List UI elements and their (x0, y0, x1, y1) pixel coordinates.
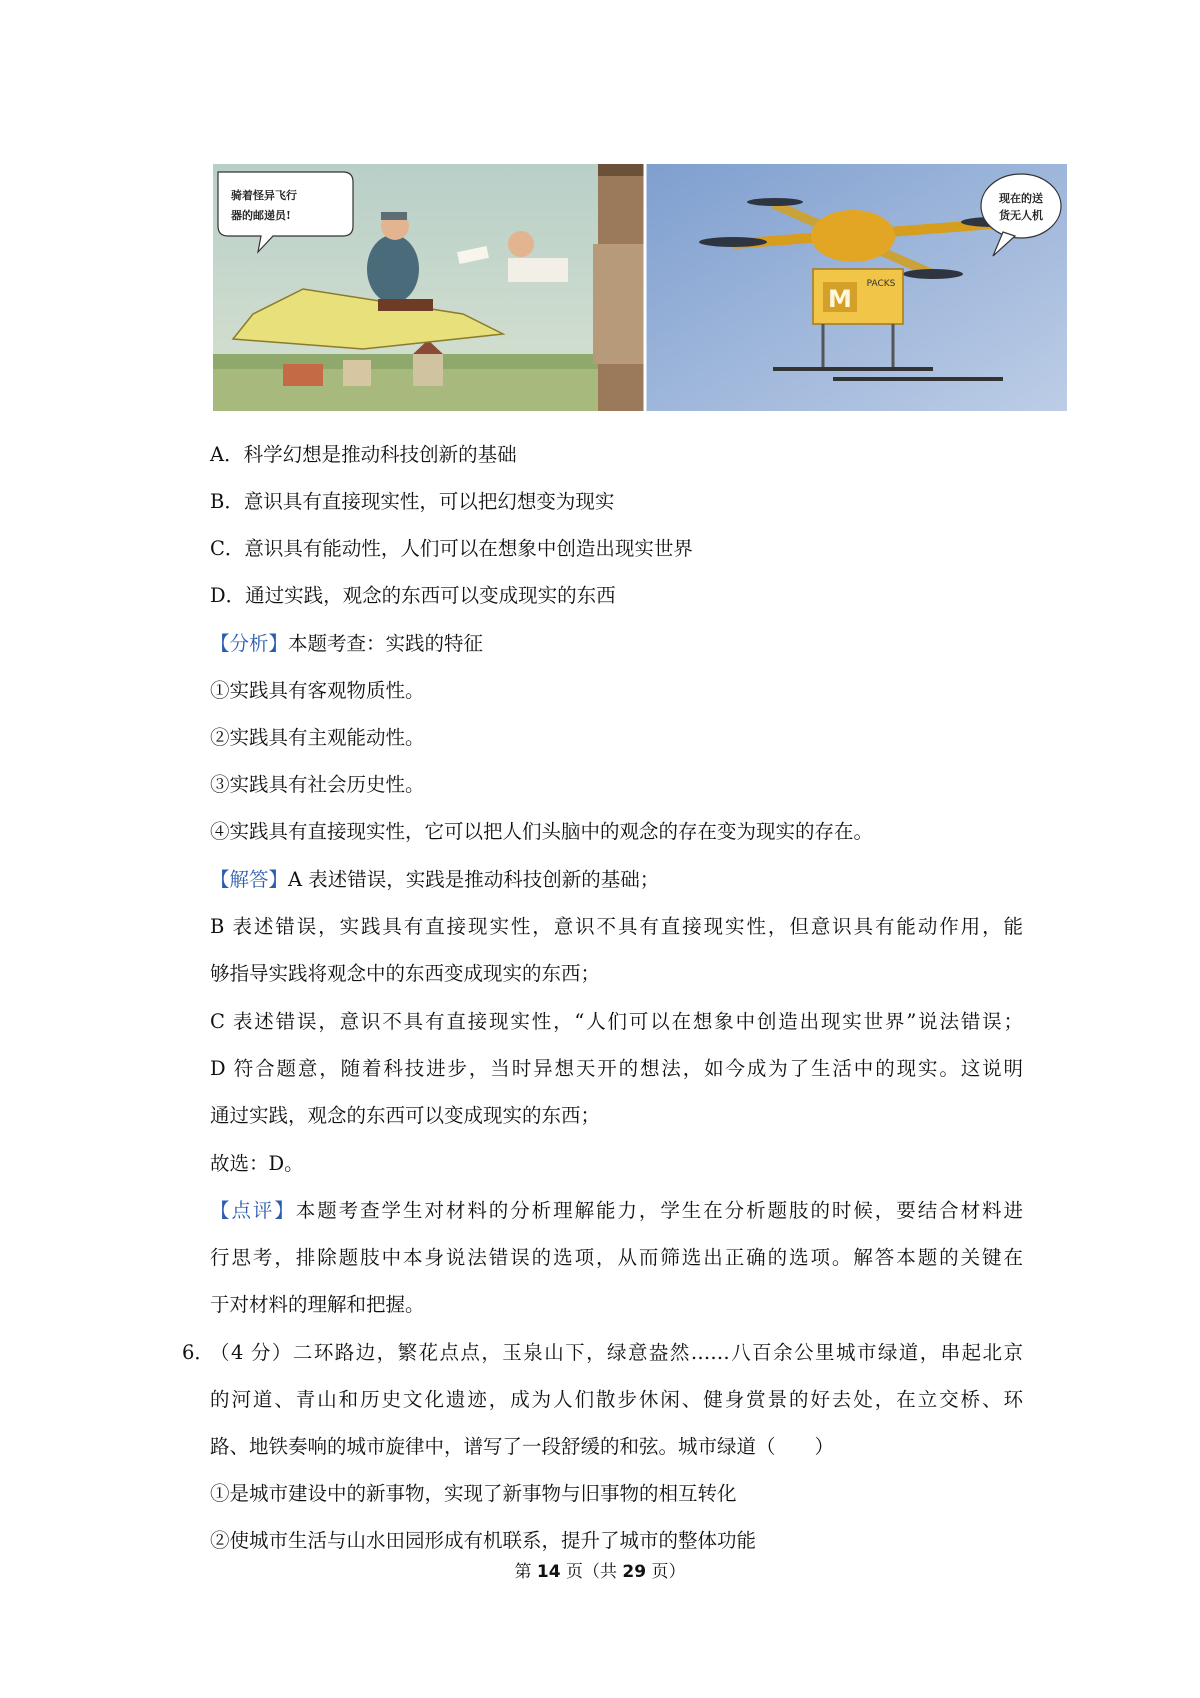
comment-line-1 (210, 1198, 1023, 1224)
drone-panel (645, 164, 1067, 411)
left-caption-line2: 器的邮递员! (231, 209, 291, 222)
question6-item-1: ①是城市建设中的新事物，实现了新事物与旧事物的相互转化 (210, 1482, 737, 1505)
footer-middle: 页（共 (566, 1562, 617, 1582)
answer-choice: 故选：D。 (210, 1152, 304, 1175)
footer-page-number: 14 (536, 1562, 561, 1582)
option-d: D．通过实践，观念的东西可以变成现实的东西 (210, 584, 616, 607)
vintage-postman-panel (213, 164, 645, 411)
right-caption-line1: 现在的送 (999, 192, 1043, 205)
right-caption-line2: 货无人机 (999, 209, 1043, 222)
answer-line-3: 够指导实践将观念中的东西变成现实的东西； (210, 962, 601, 985)
left-caption-line1: 骑着怪异飞行 (231, 189, 297, 202)
question6-line-3: 路、地铁奏响的城市旋律中，谱写了一段舒缓的和弦。城市绿道（ ） (210, 1435, 835, 1458)
answer-line-4: C 表述错误，意识不具有直接现实性，“人们可以在想象中创造出现实世界”说法错误； (210, 1010, 1023, 1033)
comment-tag: 【点评】 (210, 1199, 296, 1222)
answer-tag: 【解答】 (210, 868, 289, 891)
analysis-point-1: ①实践具有客观物质性。 (210, 679, 425, 702)
footer-total-pages: 29 (622, 1562, 647, 1582)
page-footer (0, 1561, 1200, 1583)
answer-line-1: A 表述错误，实践是推动科技创新的基础； (288, 868, 660, 891)
option-b: B．意识具有直接现实性，可以把幻想变为现实 (210, 490, 615, 513)
question6-item-2: ②使城市生活与山水田园形成有机联系，提升了城市的整体功能 (210, 1529, 757, 1552)
answer-line-2: B 表述错误，实践具有直接现实性，意识不具有直接现实性，但意识具有能动作用，能 (210, 915, 1023, 938)
analysis-point-4: ④实践具有直接现实性，它可以把人们头脑中的观念的存在变为现实的存在。 (210, 820, 874, 843)
option-a: A．科学幻想是推动科技创新的基础 (210, 443, 517, 466)
comment-line-2: 行思考，排除题肢中本身说法错误的选项，从而筛选出正确的选项。解答本题的关键在 (210, 1246, 1023, 1269)
answer-line-6: 通过实践，观念的东西可以变成现实的东西； (210, 1104, 601, 1127)
analysis-text: 本题考查：实践的特征 (288, 632, 484, 655)
question6-line-2: 的河道、青山和历史文化遗迹，成为人们散步休闲、健身赏景的好去处，在立交桥、环 (210, 1388, 1023, 1411)
answer-line-5: D 符合题意，随着科技进步，当时异想天开的想法，如今成为了生活中的现实。这说明 (210, 1057, 1023, 1080)
question-number: 6． (182, 1341, 214, 1364)
comparison-illustration (213, 164, 1067, 411)
box-brand: PACKS (866, 279, 896, 289)
analysis-heading (210, 631, 483, 657)
box-letter: M (828, 285, 852, 313)
footer-prefix: 第 (514, 1562, 532, 1582)
comment-line-3: 于对材料的理解和把握。 (210, 1293, 425, 1316)
analysis-point-3: ③实践具有社会历史性。 (210, 773, 425, 796)
footer-suffix: 页） (651, 1562, 686, 1582)
question6-line-1: （4 分）二环路边，繁花点点，玉泉山下，绿意盎然……八百余公里城市绿道，串起北京 (210, 1341, 1023, 1364)
option-c: C．意识具有能动性，人们可以在想象中创造出现实世界 (210, 537, 693, 560)
answer-heading (210, 867, 659, 893)
analysis-tag: 【分析】 (210, 632, 289, 655)
comment-text-1: 本题考查学生对材料的分析理解能力，学生在分析题肢的时候，要结合材料进 (295, 1199, 1023, 1222)
analysis-point-2: ②实践具有主观能动性。 (210, 726, 425, 749)
